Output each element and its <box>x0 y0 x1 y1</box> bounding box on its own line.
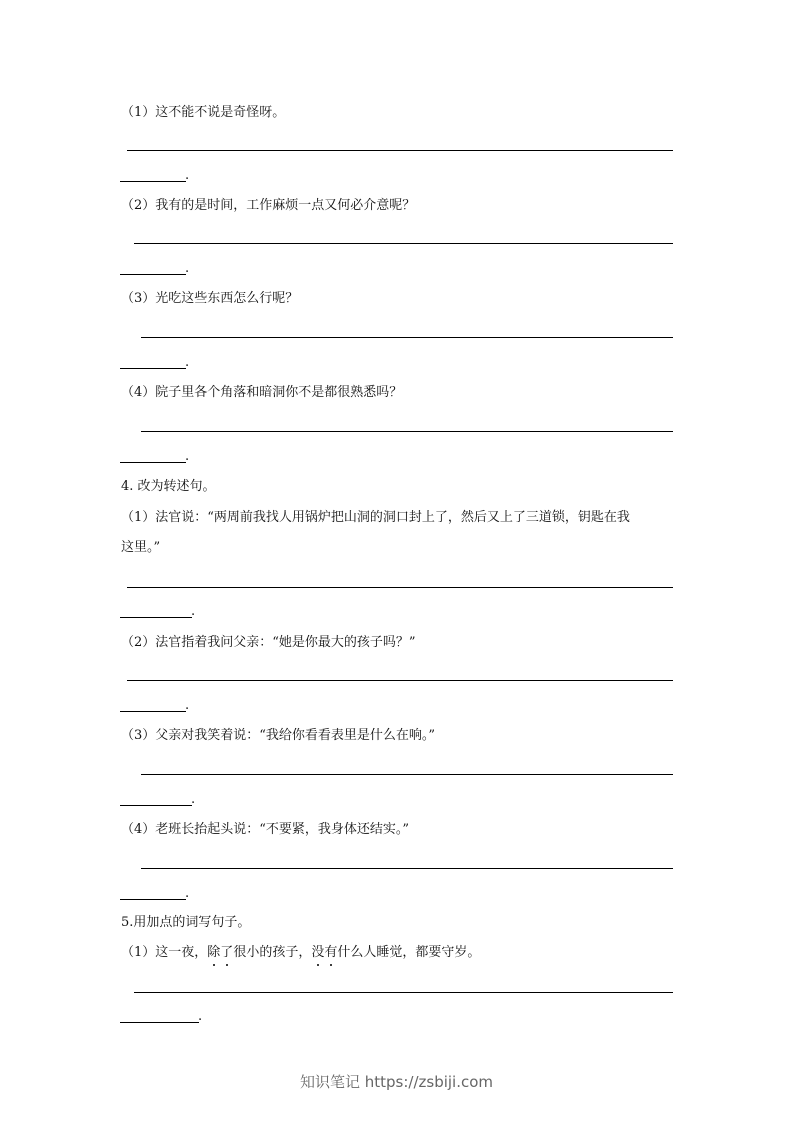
answer-line[interactable] <box>134 243 673 244</box>
s3-q4: （4）院子里各个角落和暗洞你不是都很熟悉吗？ <box>121 385 403 400</box>
s5-q1-part-a: （1）这一夜， <box>121 945 208 960</box>
s3-q3: （3）光吃这些东西怎么行呢？ <box>121 291 299 306</box>
emphasis-word: 没 <box>311 945 325 960</box>
period: . <box>185 168 190 183</box>
answer-line-end[interactable] <box>120 805 192 806</box>
answer-line[interactable] <box>141 868 673 869</box>
answer-line-end[interactable] <box>120 368 186 369</box>
emphasis-word: 除 <box>207 945 221 960</box>
answer-line[interactable] <box>127 150 673 151</box>
s4-q3: （3）父亲对我笑着说：“我给你看看表里是什么在响。” <box>121 728 436 743</box>
answer-line[interactable] <box>141 431 673 432</box>
footer-watermark: 知识笔记 https://zsbiji.com <box>299 1073 494 1091</box>
emphasis-word: 有 <box>324 945 338 960</box>
s4-q1-line2: 这里。” <box>121 540 161 555</box>
period: . <box>191 792 196 807</box>
s4-q4: （4）老班长抬起头说：“不要紧，我身体还结实。” <box>121 822 410 837</box>
period: . <box>191 604 196 619</box>
answer-line[interactable] <box>141 774 673 775</box>
period: . <box>185 261 190 276</box>
answer-line-end[interactable] <box>120 899 186 900</box>
period: . <box>185 449 190 464</box>
s5-q1-part-b: 很小的孩子， <box>233 945 312 960</box>
s3-q1: （1）这不能不说是奇怪呀。 <box>121 105 286 120</box>
answer-line[interactable] <box>127 587 673 588</box>
s4-q2: （2）法官指着我问父亲：“她是你最大的孩子吗？” <box>121 635 416 650</box>
s3-q2: （2）我有的是时间，工作麻烦一点又何必介意呢？ <box>121 198 416 213</box>
period: . <box>185 355 190 370</box>
s4-heading: 4. 改为转述句。 <box>121 479 216 494</box>
emphasis-word: 了 <box>220 945 234 960</box>
answer-line-end[interactable] <box>120 274 186 275</box>
answer-line[interactable] <box>134 992 673 993</box>
answer-line[interactable] <box>127 680 673 681</box>
answer-line-end[interactable] <box>120 462 186 463</box>
answer-line[interactable] <box>141 337 673 338</box>
s5-q1 <box>121 945 480 961</box>
s5-q1-part-c: 什么人睡觉，都要守岁。 <box>337 945 481 960</box>
answer-line-end[interactable] <box>120 181 186 182</box>
answer-line-end[interactable] <box>120 711 186 712</box>
s5-heading: 5.用加点的词写句子。 <box>121 915 251 930</box>
period: . <box>198 1009 203 1024</box>
period: . <box>185 886 190 901</box>
s4-q1-line1: （1）法官说：“两周前我找人用锅炉把山洞的洞口封上了，然后又上了三道锁，钥匙在我 <box>121 510 630 525</box>
answer-line-end[interactable] <box>120 617 192 618</box>
answer-line-end[interactable] <box>120 1022 199 1023</box>
period: . <box>185 698 190 713</box>
